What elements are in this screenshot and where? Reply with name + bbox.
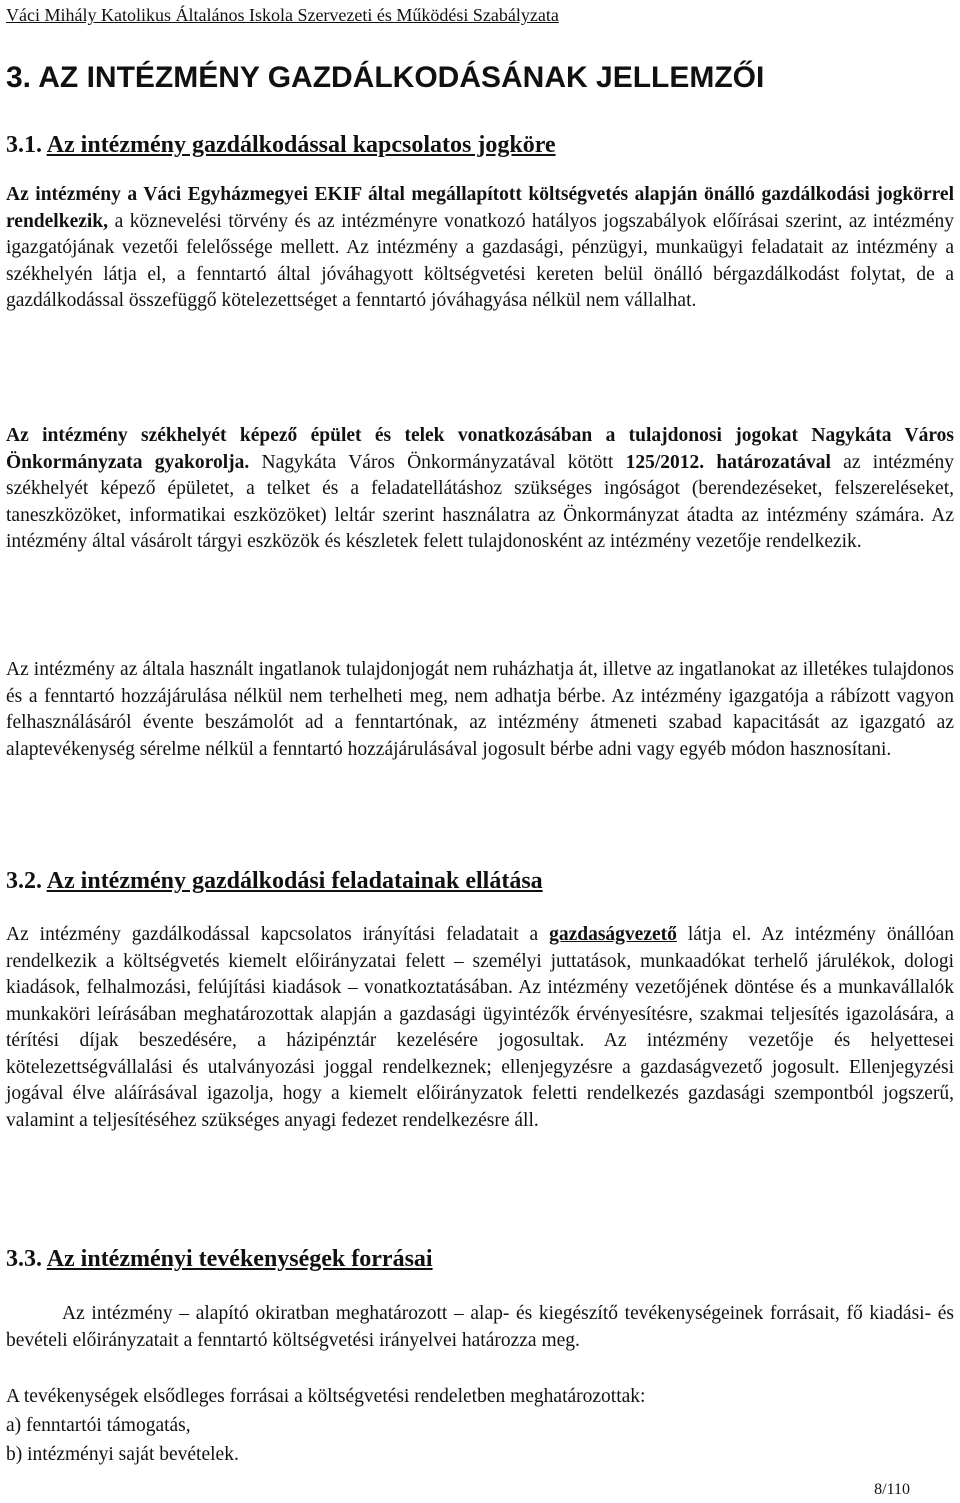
body-text: az intézmény székhelyét képező épületet, a telket és a feladatellátáshoz szükséges ingóságot (berendezéseket, felszereléseket, taneszközöket, informatikai eszközöket) leltár szerint használatra az Önkormányzat átadta az intézmény számára. Az intézmény által vásárolt tárgyi eszközök és készletek felett tulajdonosként az intézmény vezetője rendelkezik. <box>6 451 955 552</box>
paragraph-3-1-2 <box>6 423 954 556</box>
section-heading-3-1 <box>6 130 954 160</box>
paragraph-3-1-1 <box>6 182 954 315</box>
list-item-a: a) fenntartói támogatás, <box>6 1415 191 1436</box>
paragraph-3-3-1: Az intézmény – alapító okiratban meghatározott – alap- és kiegészítő tevékenységeinek forrásait, fő kiadási- és bevételi előirányzatait a fenntartó költségvetési irányelvei határozza meg. <box>6 1303 954 1351</box>
section-heading-3-3 <box>6 1244 954 1274</box>
body-text: Nagykáta Város Önkormányzatával kötött <box>249 451 626 473</box>
section-heading-3-2 <box>6 866 954 896</box>
bold-text: Az intézmény a Váci Egyházmegyei EKIF által megállapított költségvetés alapján önálló gazdálkodási jogkörrel rendelkezik, <box>6 184 954 232</box>
body-text: a köznevelési törvény és az intézményre vonatkozó hatályos jogszabályok előírásai szerint, az intézmény igazgatójának vezetői felelőssége mellett. Az intézmény a gazdasági, pénzügyi, munkaügyi feladatait az intézmény a székhelyén látja el, a fenntartó által jóváhagyott költségvetési kereten belül önálló bérgazdálkodást folytat, de a gazdálkodással összefüggő kötelezettséget a fenntartó jóváhagyása nélkül nem vállalhat. <box>6 210 954 311</box>
bold-underlined-text: gazdaságvezető <box>549 924 677 945</box>
paragraph-3-1-3: Az intézmény az általa használt ingatlanok tulajdonjogát nem ruházhatja át, illetve az ingatlanokat az illetékes tulajdonos és a fenntartó hozzájárulása nélkül nem terhelheti meg, nem adhatja bérbe. Az intézmény igazgatója a rábízott vagyon felhasználásáról évente beszámolót ad a fenntartónak, az intézmény átmeneti szabad kapacitását az igazgató az alaptevékenység sérelme nélkül a fenntartó hozzájárulásával jogosult bérbe adni vagy egyéb módon hasznosítani. <box>6 659 954 760</box>
section-title: Az intézmény gazdálkodási feladatainak ellátása <box>46 868 543 894</box>
section-title: Az intézményi tevékenységek forrásai <box>46 1246 433 1272</box>
bold-text: Az intézmény székhelyét képező épület és telek vonatkozásában a tulajdonosi jogokat Nagykáta Város Önkormányzata gyakorolja. <box>6 425 954 473</box>
section-title: Az intézmény gazdálkodással kapcsolatos jogköre <box>46 132 556 158</box>
body-text: Az intézmény gazdálkodással kapcsolatos irányítási feladatait a <box>6 924 550 945</box>
paragraph-3-3-2: A tevékenységek elsődleges forrásai a költségvetési rendeletben meghatározottak: <box>6 1386 646 1407</box>
body-text: látja el. Az intézmény önállóan rendelkezik a költségvetés kiemelt előirányzatai felett – személyi juttatások, munkaadókat terhelő járulékok, dologi kiadások, felhalmozási, felújítási kiadások – vonatkoztatásában. Az intézmény vezetőjének döntése és a munkavállalók munkaköri leírásában meghatározottak alapján a gazdasági ügyintézők érvényesítésre, szakmai teljesítés igazolására, a térítési díjak beszedésére, a házipénztár kezelésére jogosultak. Az intézmény vezetője és helyettesei kötelezettségvállalási és utalványozási joggal rendelkeznek; ellenjegyzésre a gazdaságvezető jogosult. Ellenjegyzési jogával élve aláírásával igazolja, hogy a kiemelt előirányzatok feletti rendelkezés gazdasági szempontból jogszerű, valamint a teljesítéséhez szükséges anyagi fedezet rendelkezésre áll. <box>6 924 954 1131</box>
chapter-title: 3. AZ INTÉZMÉNY GAZDÁLKODÁSÁNAK JELLEMZŐI <box>6 61 765 94</box>
paragraph-3-2-1 <box>6 922 954 1134</box>
list-item-b: b) intézményi saját bevételek. <box>6 1444 239 1465</box>
bold-text-resolution: 125/2012. határozatával <box>625 451 831 473</box>
section-number: 3.3. <box>6 1246 42 1272</box>
running-header: Váci Mihály Katolikus Általános Iskola Szervezeti és Működési Szabályzata <box>6 5 559 25</box>
page-number: 8/110 <box>874 1481 910 1498</box>
section-number: 3.1. <box>6 132 42 158</box>
section-number: 3.2. <box>6 868 42 894</box>
